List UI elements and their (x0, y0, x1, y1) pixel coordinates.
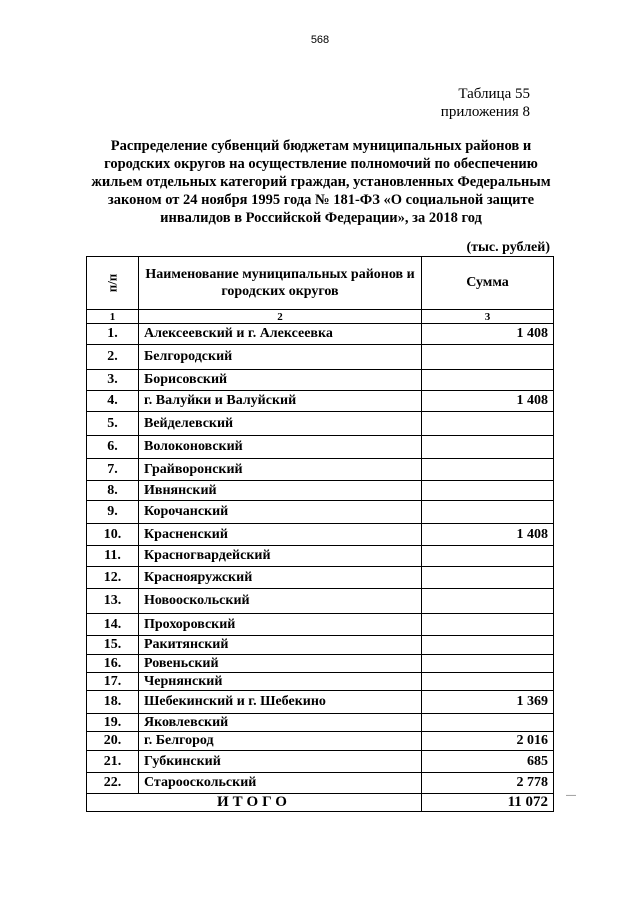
table-row (87, 691, 554, 714)
row-name: Волоконовский (139, 436, 422, 459)
header-name: Наименование муниципальных районов и городских округов (139, 257, 422, 310)
row-sum (422, 436, 554, 459)
row-name: Ивнянский (139, 481, 422, 501)
row-sum (422, 370, 554, 391)
row-sum (422, 501, 554, 524)
table-row (87, 751, 554, 773)
subvention-table (86, 256, 554, 812)
row-name: Старооскольский (139, 773, 422, 794)
row-number: 8. (87, 481, 139, 501)
header-sum: Сумма (422, 257, 554, 310)
row-sum: 2 016 (422, 732, 554, 751)
row-number: 21. (87, 751, 139, 773)
row-name: Прохоровский (139, 614, 422, 636)
row-name: Белгородский (139, 345, 422, 370)
total-sum: 11 072 (422, 794, 554, 812)
column-index: 2 (139, 310, 422, 324)
table-row (87, 524, 554, 546)
row-number: 4. (87, 391, 139, 412)
row-name: Яковлевский (139, 714, 422, 732)
table-row (87, 370, 554, 391)
row-name: Красненский (139, 524, 422, 546)
row-number: 18. (87, 691, 139, 714)
row-name: г. Валуйки и Валуйский (139, 391, 422, 412)
table-row (87, 655, 554, 673)
table-row (87, 501, 554, 524)
table-row (87, 481, 554, 501)
row-sum: 1 408 (422, 324, 554, 345)
table-row (87, 546, 554, 567)
row-name: Корочанский (139, 501, 422, 524)
row-name: Ракитянский (139, 636, 422, 655)
row-sum (422, 655, 554, 673)
row-sum: 1 369 (422, 691, 554, 714)
document-title: Распределение субвенций бюджетам муниципальных районов и городских округов на осуществление полномочий по обеспечению жильем отдельных категорий граждан, установленных Федеральным законом от 24 ноября 1995 года № 181-ФЗ «О социальной защите инвалидов в Российской Федерации», за 2018 год (91, 138, 551, 226)
appendix-number: приложения 8 (440, 104, 530, 120)
row-number: 2. (87, 345, 139, 370)
table-number: Таблица 55 (458, 86, 530, 102)
row-number: 1. (87, 324, 139, 345)
table-row (87, 345, 554, 370)
row-name: Краснояружский (139, 567, 422, 589)
row-number: 20. (87, 732, 139, 751)
row-name: Ровеньский (139, 655, 422, 673)
row-sum (422, 614, 554, 636)
row-number: 13. (87, 589, 139, 614)
table-row (87, 714, 554, 732)
row-sum (422, 673, 554, 691)
row-sum (422, 636, 554, 655)
row-sum: 685 (422, 751, 554, 773)
table-row (87, 459, 554, 481)
row-name: Чернянский (139, 673, 422, 691)
column-index: 1 (87, 310, 139, 324)
row-number: 11. (87, 546, 139, 567)
row-name: Алексеевский и г. Алексеевка (139, 324, 422, 345)
table-row (87, 614, 554, 636)
row-sum (422, 714, 554, 732)
row-name: Грайворонский (139, 459, 422, 481)
row-name: г. Белгород (139, 732, 422, 751)
table-row (87, 673, 554, 691)
units-label: (тыс. рублей) (466, 240, 550, 255)
table-row (87, 567, 554, 589)
table-row (87, 773, 554, 794)
table-row (87, 732, 554, 751)
column-index: 3 (422, 310, 554, 324)
row-name: Красногвардейский (139, 546, 422, 567)
row-number: 15. (87, 636, 139, 655)
table-row (87, 589, 554, 614)
table-row (87, 324, 554, 345)
row-number: 7. (87, 459, 139, 481)
header-num-label: п/п (104, 273, 120, 292)
row-sum: 1 408 (422, 391, 554, 412)
row-sum (422, 567, 554, 589)
row-sum: 2 778 (422, 773, 554, 794)
row-name: Борисовский (139, 370, 422, 391)
total-row (87, 794, 554, 812)
row-number: 19. (87, 714, 139, 732)
header-num (87, 257, 139, 310)
row-sum (422, 546, 554, 567)
row-number: 17. (87, 673, 139, 691)
table-row (87, 636, 554, 655)
row-name: Губкинский (139, 751, 422, 773)
row-sum (422, 481, 554, 501)
table-header-row (87, 257, 554, 310)
row-number: 5. (87, 412, 139, 436)
row-name: Новооскольский (139, 589, 422, 614)
row-sum: 1 408 (422, 524, 554, 546)
row-number: 14. (87, 614, 139, 636)
row-sum (422, 412, 554, 436)
row-number: 16. (87, 655, 139, 673)
table-row (87, 391, 554, 412)
row-number: 9. (87, 501, 139, 524)
margin-mark: — (566, 790, 576, 801)
total-label: ИТОГО (87, 794, 422, 812)
row-sum (422, 589, 554, 614)
column-index-row (87, 310, 554, 324)
table-body (87, 324, 554, 794)
row-name: Шебекинский и г. Шебекино (139, 691, 422, 714)
table-reference (440, 85, 530, 121)
page-number: 568 (310, 34, 330, 46)
row-number: 3. (87, 370, 139, 391)
row-number: 6. (87, 436, 139, 459)
row-name: Вейделевский (139, 412, 422, 436)
row-sum (422, 459, 554, 481)
table-row (87, 412, 554, 436)
row-number: 12. (87, 567, 139, 589)
row-number: 10. (87, 524, 139, 546)
row-sum (422, 345, 554, 370)
row-number: 22. (87, 773, 139, 794)
table-row (87, 436, 554, 459)
